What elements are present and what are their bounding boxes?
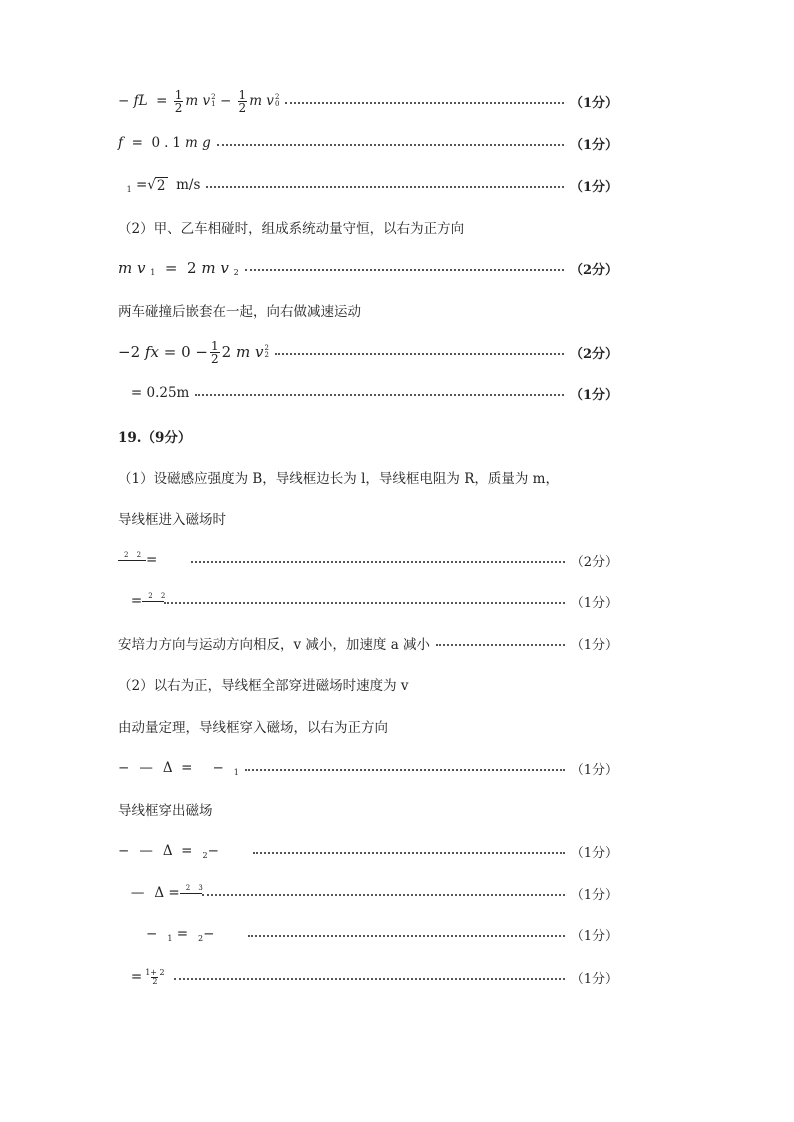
equation-work-energy xyxy=(118,336,618,368)
dot-leader xyxy=(174,978,565,980)
fraction-half: $\frac{1}{2}$ xyxy=(210,338,219,366)
dot-leader xyxy=(195,394,564,396)
question-heading-19: 19.（9分） xyxy=(118,430,192,446)
equation-velocity-relation xyxy=(118,921,618,947)
equation: f = 0.1 m g xyxy=(118,135,211,151)
score-label: （1分） xyxy=(570,762,618,778)
equation: − — Δ = 2 − xyxy=(118,843,219,860)
score-label: （1分） xyxy=(570,971,618,987)
equation: — Δ = 2 3 xyxy=(130,883,206,901)
equation-distance-result xyxy=(118,380,618,406)
equation-entering-2 xyxy=(118,588,618,614)
paragraph-assumptions: （1）设磁感应强度为 B，导线框边长为 l，导线框电阻为 R，质量为 m， xyxy=(118,471,559,487)
dot-leader xyxy=(202,894,565,896)
equation: 2 2 = xyxy=(118,552,185,568)
paragraph-momentum-theorem: 由动量定理，导线框穿入磁场，以右为正方向 xyxy=(118,720,388,736)
paragraph-part2-q19: （2）以右为正，导线框全部穿进磁场时速度为 v xyxy=(118,678,409,694)
equation-entering-1 xyxy=(118,547,618,573)
equation-momentum xyxy=(118,255,618,281)
equation: −2 fx = 0 − $\frac{1}{2}$ 2 m v 2 2 xyxy=(118,338,269,366)
sqrt-icon: √ xyxy=(147,177,156,193)
score-label: （1分） xyxy=(569,387,618,403)
dot-leader xyxy=(245,769,565,771)
dot-leader xyxy=(436,644,565,646)
equation-impulse-in xyxy=(118,755,618,781)
equation-final-velocity xyxy=(118,962,618,992)
score-label: （1分） xyxy=(570,928,618,944)
score-label: （2分） xyxy=(569,262,618,278)
score-label: （1分） xyxy=(569,179,618,195)
fraction-bar: 2 3 xyxy=(180,893,202,894)
equation-charge xyxy=(118,880,618,906)
equation: = 0.25m xyxy=(130,385,190,401)
score-label: （1分） xyxy=(570,595,618,611)
equation: 1 = √ 2 m/s xyxy=(126,177,201,194)
score-label: （1分） xyxy=(570,887,618,903)
paragraph-leaving-field: 导线框穿出磁场 xyxy=(118,803,213,819)
equation-impulse-out xyxy=(118,838,618,864)
score-label: （2分） xyxy=(570,554,618,570)
dot-leader xyxy=(253,852,565,854)
equation: m v 1 = 2 m v 2 xyxy=(118,259,239,277)
fraction: $\frac{1+ 2}{2}$ xyxy=(145,967,165,986)
score-label: （1分） xyxy=(570,845,618,861)
score-label: （1分） xyxy=(570,637,618,653)
equation: − — Δ = − 1 xyxy=(118,760,239,777)
dot-leader xyxy=(217,144,564,146)
paragraph-part2: （2）甲、乙车相碰时，组成系统动量守恒，以右为正方向 xyxy=(118,221,465,237)
paragraph-entering-field: 导线框进入磁场时 xyxy=(118,512,226,528)
paragraph-ampere-force: 安培力方向与运动方向相反，v 减小，加速度 a 减小 （1分） xyxy=(118,630,618,656)
fraction-bar: 2 2 xyxy=(118,560,146,561)
score-label: （2分） xyxy=(569,346,618,362)
equation: − 1 = 2 − xyxy=(146,926,215,943)
equation-friction-force xyxy=(118,130,618,156)
equation: = 2 2 xyxy=(130,591,169,609)
score-label: （1分） xyxy=(569,137,618,153)
score-label: （1分） xyxy=(569,95,618,111)
equation-velocity-result xyxy=(118,172,618,198)
paragraph-collision: 两车碰撞后嵌套在一起，向右做减速运动 xyxy=(118,304,361,320)
dot-leader xyxy=(275,353,564,355)
dot-leader xyxy=(191,561,564,563)
equation: = $\frac{1+ 2}{2}$ xyxy=(130,967,165,986)
dot-leader xyxy=(248,935,564,937)
fraction-half: $\frac{1}{2}$ xyxy=(174,87,183,115)
dot-leader xyxy=(164,602,565,604)
dot-leader xyxy=(245,269,564,271)
equation-work-friction xyxy=(118,88,618,114)
fraction-bar: 2 2 xyxy=(142,601,164,602)
dot-leader xyxy=(285,102,564,104)
dot-leader xyxy=(206,186,564,188)
equation: − fL = $\frac{1}{2}$ m v 2 1 − $\frac{1}{2}$ m v 2 0 xyxy=(118,87,280,115)
fraction-half: $\frac{1}{2}$ xyxy=(238,87,247,115)
